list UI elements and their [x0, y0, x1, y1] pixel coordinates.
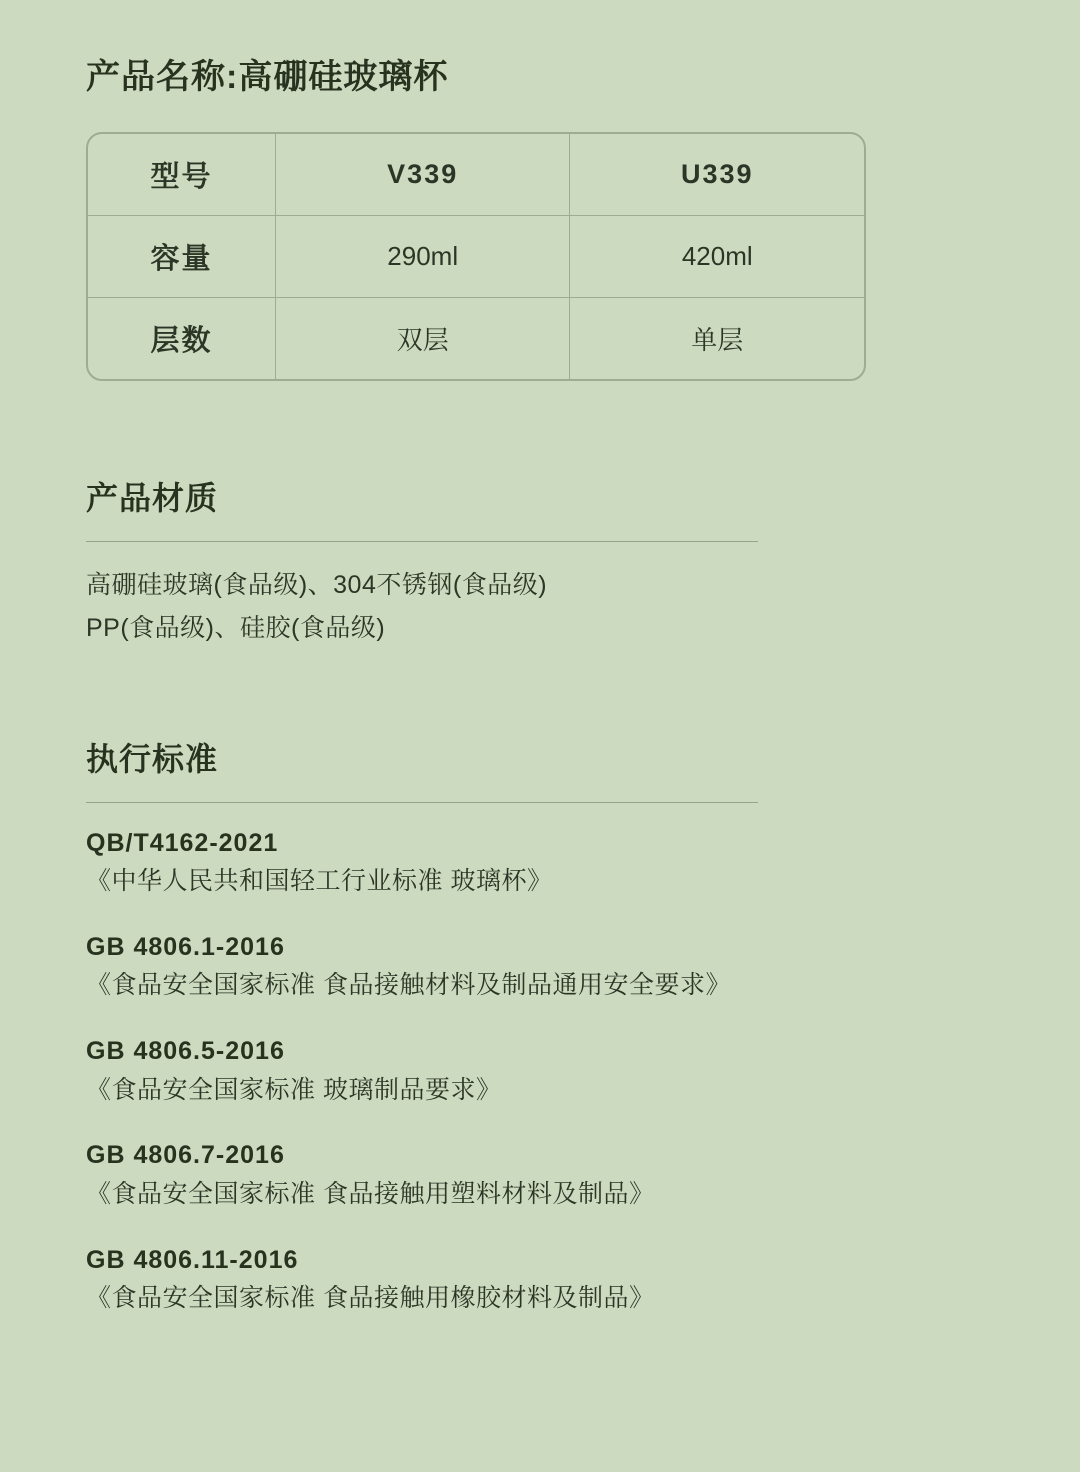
standard-name: 《食品安全国家标准 玻璃制品要求》 — [86, 1075, 502, 1104]
standard-code: GB 4806.7-2016 — [86, 1141, 285, 1170]
list-item — [86, 825, 1008, 901]
spec-value-v339: 290ml — [275, 215, 570, 297]
standard-name: 《中华人民共和国轻工行业标准 玻璃杯》 — [86, 867, 553, 896]
list-item — [86, 1242, 1008, 1318]
standard-section — [86, 734, 1008, 1318]
standard-code: QB/T4162-2021 — [86, 828, 279, 857]
table-row — [88, 134, 864, 216]
content-column — [72, 54, 1008, 1318]
list-item — [86, 929, 1008, 1005]
spec-row-label: 层数 — [88, 297, 275, 379]
material-section-title: 产品材质 — [86, 479, 219, 516]
spec-value-v339: 双层 — [275, 297, 570, 379]
spec-table-wrapper — [86, 132, 866, 381]
spec-row-label: 容量 — [88, 215, 275, 297]
material-line-2: PP(食品级)、硅胶(食品级) — [86, 613, 386, 642]
standard-name: 《食品安全国家标准 食品接触用橡胶材料及制品》 — [86, 1284, 655, 1313]
list-item — [86, 1137, 1008, 1213]
material-section — [86, 473, 1008, 650]
section-divider — [86, 541, 758, 542]
spec-row-label: 型号 — [88, 134, 275, 216]
standard-name: 《食品安全国家标准 食品接触材料及制品通用安全要求》 — [86, 971, 731, 1000]
spec-value-u339: 单层 — [570, 297, 864, 379]
standard-code: GB 4806.1-2016 — [86, 932, 285, 961]
table-row — [88, 215, 864, 297]
table-row — [88, 297, 864, 379]
section-divider — [86, 802, 758, 803]
page-title: 产品名称:高硼硅玻璃杯 — [86, 58, 449, 96]
standard-name: 《食品安全国家标准 食品接触用塑料材料及制品》 — [86, 1179, 655, 1208]
spec-value-u339: U339 — [570, 134, 864, 216]
material-line-1: 高硼硅玻璃(食品级)、304不锈钢(食品级) — [86, 570, 548, 599]
spec-table — [88, 134, 864, 379]
list-item — [86, 1033, 1008, 1109]
spec-value-v339: V339 — [275, 134, 570, 216]
standard-code: GB 4806.5-2016 — [86, 1037, 285, 1066]
standard-section-title: 执行标准 — [86, 740, 219, 777]
standard-code: GB 4806.11-2016 — [86, 1245, 299, 1274]
spec-value-u339: 420ml — [570, 215, 864, 297]
